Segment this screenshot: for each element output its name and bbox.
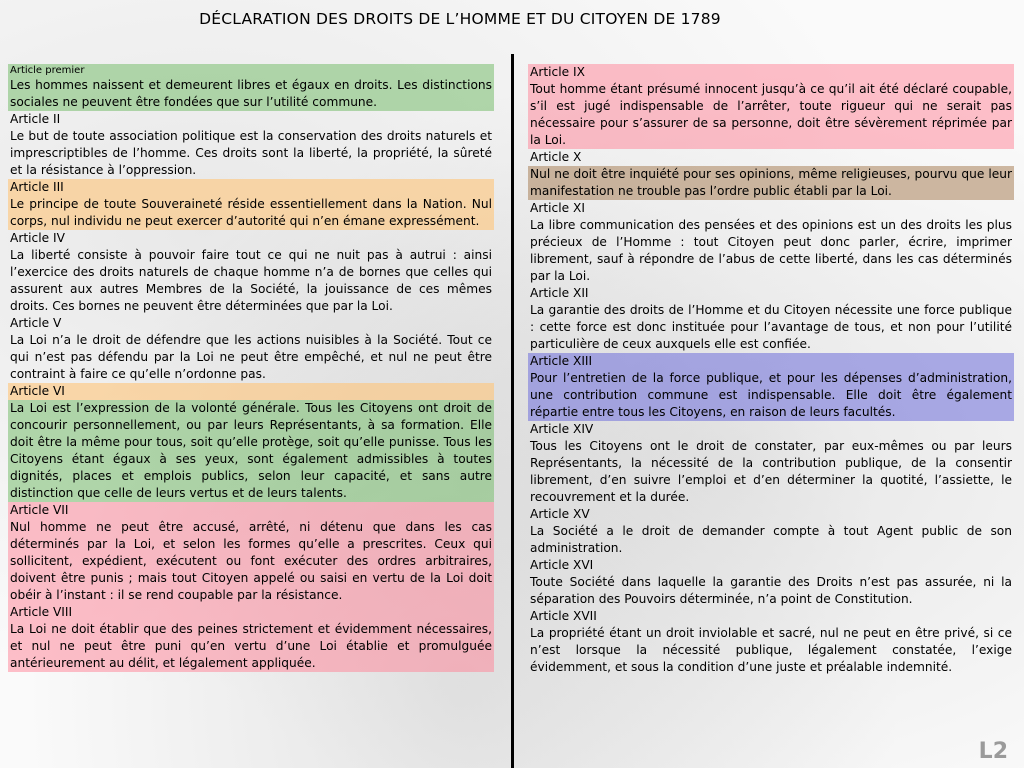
article-text: La Loi est l’expression de la volonté générale. Tous les Citoyens ont droit de concourir personnellement, ou par leurs Représentants, à sa formation. Elle doit être la même pour tous, soit qu’elle protège, soit qu’elle punisse. Tous les Citoyens étant égaux à ses yeux, sont également admissibles à toutes dignités, places et emplois publics, selon leur capacité, et sans autre distinction que celle de leurs vertus et de leurs talents. [10,401,492,500]
article-heading: Article XI [530,201,585,215]
article-heading: Article IV [10,231,65,245]
article-5 [8,315,494,383]
article-heading: Article III [10,180,64,194]
article-6-text [8,400,494,502]
article-text: Pour l’entretien de la force publique, et pour les dépenses d’administration, une contribution commune est indispensable. Elle doit être également répartie entre tous les Citoyens, en raison de leurs facultés. [530,371,1012,419]
article-heading: Article XIII [530,354,593,368]
article-text: La Société a le droit de demander compte à tout Agent public de son administration. [530,524,1012,555]
article-3 [8,179,494,230]
article-text: La Loi n’a le droit de défendre que les actions nuisibles à la Société. Tout ce qui n’est pas défendu par la Loi ne peut être empêché, et nul ne peut être contraint à faire ce qu’elle n’ordonne pas. [10,333,492,381]
article-heading: Article XIV [530,422,594,436]
article-heading: Article X [530,150,582,164]
article-4 [8,230,494,315]
article-heading: Article XII [530,286,589,300]
article-17 [528,608,1014,676]
article-heading: Article XVI [530,558,594,572]
article-14 [528,421,1014,506]
article-text: La propriété étant un droit inviolable et sacré, nul ne peut en être privé, si ce n’est lorsque la nécessité publique, légalement constatée, l’exige évidemment, et sous la condition d’une juste et préalable indemnité. [530,626,1012,674]
article-text: Tous les Citoyens ont le droit de constater, par eux-mêmes ou par leurs Représentants, la nécessité de la contribution publique, de la consentir librement, d’en suivre l’emploi et d’en déterminer la quotité, l’assiette, le recouvrement et la durée. [530,439,1012,504]
article-text: Nul homme ne peut être accusé, arrêté, ni détenu que dans les cas déterminés par la Loi, et selon les formes qu’elle a prescrites. Ceux qui sollicitent, expédient, exécutent ou font exécuter des ordres arbitraires, doivent être punis ; mais tout Citoyen appelé ou saisi en vertu de la Loi doit obéir à l’instant : il se rend coupable par la résistance. [10,520,492,602]
article-heading: Article V [10,316,62,330]
article-heading: Article II [10,112,61,126]
article-11 [528,200,1014,285]
article-6 [8,383,494,400]
article-9 [528,64,1014,149]
article-text: La garantie des droits de l’Homme et du Citoyen nécessite une force publique : cette force est donc instituée pour l’avantage de tous, et non pour l’utilité particulière de ceux auxquels elle est confiée. [530,303,1012,351]
article-10 [528,149,1014,166]
article-10-text [528,166,1014,200]
left-column [8,64,494,672]
article-13 [528,353,1014,421]
article-text: La Loi ne doit établir que des peines strictement et évidemment nécessaires, et nul ne peut être puni qu’en vertu d’une Loi établie et promulguée antérieurement au délit, et légalement appliquée. [10,622,492,670]
article-2 [8,111,494,179]
article-text: La libre communication des pensées et des opinions est un des droits les plus précieux de l’Homme : tout Citoyen peut donc parler, écrire, imprimer librement, sauf à répondre de l’abus de cette liberté, dans les cas déterminés par la Loi. [530,218,1012,283]
article-1 [8,64,494,111]
page-title: DÉCLARATION DES DROITS DE L’HOMME ET DU CITOYEN DE 1789 [199,10,721,28]
article-16 [528,557,1014,608]
article-heading: Article VI [10,384,65,398]
article-8 [8,604,494,672]
article-heading: Article VII [10,503,69,517]
article-heading: Article XV [530,507,590,521]
article-heading: Article IX [530,65,585,79]
column-divider [511,54,514,768]
article-7 [8,502,494,604]
article-text: Tout homme étant présumé innocent jusqu’à ce qu’il ait été déclaré coupable, s’il est jugé indispensable de l’arrêter, toute rigueur qui ne serait pas nécessaire pour s’assurer de sa personne, doit être sévèrement réprimée par la Loi. [530,82,1012,147]
slide-stamp: L2 [978,739,1008,764]
article-text: Toute Société dans laquelle la garantie des Droits n’est pas assurée, ni la séparation des Pouvoirs déterminée, n’a point de Constitution. [530,575,1012,606]
article-heading: Article premier [10,65,85,76]
article-text: Le principe de toute Souveraineté réside essentiellement dans la Nation. Nul corps, nul individu ne peut exercer d’autorité qui n’en émane expressément. [10,197,492,228]
article-text: Les hommes naissent et demeurent libres et égaux en droits. Les distinctions sociales ne peuvent être fondées que sur l’utilité commune. [10,78,492,109]
right-column [528,64,1014,676]
article-heading: Article VIII [10,605,73,619]
article-text: Le but de toute association politique est la conservation des droits naturels et imprescriptibles de l’homme. Ces droits sont la liberté, la propriété, la sûreté et la résistance à l’oppression. [10,129,492,177]
article-text: La liberté consiste à pouvoir faire tout ce qui ne nuit pas à autrui : ainsi l’exercice des droits naturels de chaque homme n’a de bornes que celles qui assurent aux autres Membres de la Société, la jouissance de ces mêmes droits. Ces bornes ne peuvent être déterminées que par la Loi. [10,248,492,313]
article-12 [528,285,1014,353]
article-heading: Article XVII [530,609,597,623]
article-15 [528,506,1014,557]
article-text: Nul ne doit être inquiété pour ses opinions, même religieuses, pourvu que leur manifestation ne trouble pas l’ordre public établi par la Loi. [530,167,1012,198]
